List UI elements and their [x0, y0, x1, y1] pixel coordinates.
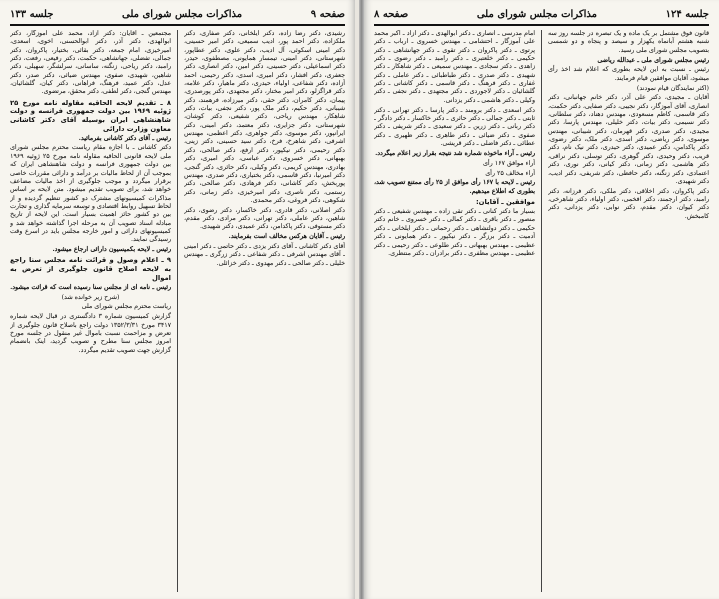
speaker-line: رئیس ـ لایحه با ۱۶۷ رأی موافق از ۲۵ رأی ممتنع تصویب شد، بطوری که اطلاع میدهیم. [374, 179, 535, 195]
left-page-header [10, 8, 345, 26]
left-page-session: جلسه ۱۳۳ [10, 9, 54, 20]
body-paragraph: آقای دکتر کاشانی ـ آقای دکتر یزدی ـ دکتر حاتمی ـ دکتر امینی ـ آقای مهندس اشرفی ـ دکتر شفاعی ـ دکتر زرگری ـ مهندس خلیلی ـ دکتر صالحی ـ دکتر مهدوی ـ دکتر خزائلی. [184, 243, 345, 267]
right-page-left-column [374, 30, 535, 592]
speaker-line: رئیس مجلس شورای ملی ـ عبدالله ریاضی [597, 56, 709, 64]
speaker-line: رئیس ـ آقایان هرکس مخالف است بفرمایند. [228, 233, 345, 241]
body-paragraph: دکتر اصلانی، دکتر قادری، دکتر خاکسار، دکتر رضوی، دکتر شاهین، دکتر عاملی، دکتر تهرانی، دکتر مرادی، دکتر مقدم، دکتر مستوفی، دکتر پاکدامن، دکتر عمیدی، دکتر شهیدی. [184, 206, 345, 231]
body-paragraph: گزارش کمیسیون شماره ۳ دادگستری در قبال لایحه شماره ۳۴۱۷ مورخ ۱۳۵۲/۳/۳۱ دولت راجع باصلاح قانون جلوگیری از تعرض و مزاحمت نسبت باموال غیر منقول در جلسه مورخ امروز مجلس سنا مطرح و تصویب گردید، اینک بانضمام گزارش جهت تصویب تقدیم میگردد. [10, 313, 171, 354]
body-paragraph: دکتر کاشانی ـ با اجازه مقام ریاست محترم مجلس شورای ملی لایحه قانونی الحاقیه مقاوله نامه مورخ ۲۵ ژوئیه ۱۹۶۹ بین دولت جمهوری فرانسه و دولت شاهنشاهی ایران که بموجب آن از لحاظ مالیات بر درآمد و دارائی مقررات خاصی برقرار میگردد و موجب جلوگیری از اخذ مالیات مضاعف خواهد شد، برای تصویب تقدیم میشود. متن لایحه بر اساس مذاکرات کمیسیونهای مشترک دو کشور تنظیم گردیده و از لحاظ تسهیل روابط اقتصادی و توسعه سرمایه گذاری و تجارت بین دو کشور حائز اهمیت بسیار است. این لایحه از تاریخ مبادله اسناد تصویب آن به مرحله اجرا گذاشته خواهد شد و کمیسیونهای دارائی و امور خارجه مجلس باید در اسرع وقت رسیدگی نمایند. [10, 144, 171, 244]
right-page-session: جلسه ۱۲۴ [665, 9, 709, 20]
body-paragraph: رئیس ـ نسبت به این لایحه بطوری که اعلام شد اخذ رأی میشود، آقایان موافقین قیام فرمایند. [548, 66, 709, 82]
left-page [0, 0, 355, 599]
speaker-line: رئیس ـ نامه ای از مجلس سنا رسیده است که قرائت میشود. [10, 283, 171, 291]
left-page-title: مذاکرات مجلس شورای ملی [122, 9, 243, 20]
left-page-number: صفحه ۹ [310, 9, 345, 20]
speaker-line: رئیس ـ آقای دکتر کاشانی بفرمائید. [78, 134, 171, 142]
body-paragraph: مجتمعین ـ آقایان: دکتر آزاد، محمد علی آموزگار، دکتر ابوالهدی، دکتر آذر، دکتر ابوالحسنی، اخوی، اسعدی، امیرخیزی، امام جمعه، دکتر بقائی، بختیار، پاکروان، دکتر جمالی، تفضلی، جهانشاهی، حکمت، دکتر رفیعی، رفعت، دکتر رامبد، دکتر ریاحی، زنگنه، ساسانی، سرلشگر، سهیلی، دکتر شاهین، شهیدی، صفوی، مهندس ضیائی، دکتر صدر، دکتر عدل، دکتر عمید، فرهنگ، فراهانی، دکتر کیان، گلشائیان، مهندس گنجی، دکتر لطفی، دکتر محقق، مرتضوی. [10, 30, 171, 96]
body-paragraph: آراء موافق ۱۶۷ رأی [482, 159, 535, 167]
body-paragraph: قانون فوق مشتمل بر یک ماده و یک تبصره در جلسه روز سه شنبه هشتم آبانماه یکهزار و سیصد و پنجاه و دو شمسی بتصویب مجلس شورای ملی رسید. [548, 30, 709, 54]
right-page-number: صفحه ۸ [374, 9, 409, 20]
body-paragraph: آراء مخالف ۲۵ رأی [485, 169, 535, 177]
right-page-columns [374, 30, 709, 592]
section-heading: ۸ ـ تقدیم لایحه الحاقیه مقاوله نامه مورخ ۲۵ ژوئیه ۱۹۶۹ بین دولت جمهوری فرانسه و دولت شاهنشاهی ایران بوسیله آقای دکتر کاشانی معاون وزارت دارائی [10, 98, 171, 133]
body-paragraph: آقایان ـ مجیدی، دکتر علی آذر، دکتر خانم جهانبانی، دکتر انصاری، آقای آموزگار، دکتر نجیبی، دکتر صفایی، دکتر حکمت، دکتر قاسمی، کاظم مسعودی، مهندس دهناد، دکتر سلطانی، دکتر نسیمی، دکتر بیات، دکتر خلیلی، مهندس پارسا، دکتر مجیدی، دکتر صدری، دکتر قهرمان، دکتر شیبانی، مهندس موسوی، دکتر ریاضی، دکتر اسدی، دکتر ملک، دکتر رضوی، دکتر پاکدامن، دکتر عمیدی، دکتر حیدری، دکتر نیک نام، دکتر قریب، دکتر وحیدی، دکتر گوهری، دکتر توسلی، دکتر نراقی، دکتر هاشمی، دکتر زمانی، دکتر کیانی، دکتر نوری، دکتر اعتمادی، دکتر زنگنه، دکتر حافظی، دکتر شریفی، دکتر ادیب، دکتر شهیدی. [548, 94, 709, 185]
section-heading: موافقین ـ آقایان: [475, 198, 535, 207]
left-page-left-column [10, 30, 171, 592]
body-paragraph: دکتر پاکروان، دکتر اخلاقی، دکتر ملکی، دکتر فرزانه، دکتر رامبد، دکتر ارجمند، دکتر افخمی، دکتر اولیاء، دکتر شاهرخی، دکتر کیوان، دکتر مقدم، دکتر نوابی، دکتر یزدانی، دکتر کامبخش. [548, 187, 709, 220]
body-paragraph: امام مدرسی ـ انصاری ـ دکتر ابوالهدی ـ دکتر آزاد ـ اکبر محمد علی آموزگار ـ احتشامی ـ مهندس خسروی ـ ارباب ـ دکتر پرتوی ـ دکتر پاکروان ـ دکتر تقوی ـ دکتر جهانشاهی ـ دکتر حکیمی ـ دکتر خلعتبری ـ دکتر رامبد ـ دکتر رضوی ـ دکتر زاهدی ـ دکتر سجادی ـ مهندس سمیعی ـ دکتر شاهکار ـ دکتر شهیدی ـ دکتر صدری ـ دکتر طباطبائی ـ دکتر عاملی ـ دکتر غفاری ـ دکتر فرهنگ ـ دکتر قاسمی ـ دکتر کاشانی ـ دکتر گلشائیان ـ دکتر لاجوردی ـ دکتر مجتهدی ـ دکتر نجفی ـ دکتر وکیلی ـ دکتر هاشمی ـ دکتر یزدانی. [374, 30, 535, 104]
body-paragraph: (اکثر نمایندگان قیام نمودند) [636, 84, 709, 92]
speaker-line: رئیس ـ لایحه بکمیسیون دارائی ارجاع میشود. [52, 246, 171, 254]
speaker-line: رئیس ـ آراء ماخوذه شماره شد نتیجه بقرار زیر اعلام میگردد. [375, 149, 535, 157]
body-paragraph: رشیدی، دکتر رضا زاده، دکتر ایلخانی، دکتر صفاری، دکتر ملکزاده، دکتر احمد پور، ادیب سمیعی، دکتر امیر حسینی، دکتر امینی اسکوئی، آل ادیب، دکتر علوی، دکتر عطاپور، شهرستانی، دکتر امینی، تیمسار همایونی، مصطفوی، حیدر، دکتر اسماعیلی، دکتر حسینی، دکتر امین، دکتر انصاری، دکتر جعفری، دکتر افشار، دکتر امیری، اسدی، دکتر رحیمی، احمد آزاده، دکتر شفاعی، اولیاء، حیدری، دکتر ماهیار، دکتر علامه، دکتر قراگزلو، دکتر امیر مختار، دکتر مجتهدی، دکتر پورصدری، پیمان، دکتر کامران، دکتر حقی، دکتر میرزاده، فرهمند، دکتر شیبانی، دکتر حکیم، دکتر ملک پور، دکتر نجفی، بیات، دکتر شاهکار، مهندس ریاحی، دکتر شفیعی، دکتر کوشان، شهرستانی، دکتر جزایری، دکتر معتمد، دکتر امینی، دکتر ایرانپور، دکتر موسوی، دکتر جواهری، دکتر اعظمی، مهندس اشرفی، دکتر شاهرخ، فرخ، دکتر سید حسینی، دکتر زینی، دکتر رحیمی، دکتر نیکپور، دکتر ارفع، دکتر صالحی، دکتر بهبهانی، دکتر خسروی، دکتر عباسی، دکتر امیری، دکتر بهادری، مهندس کریمی، دکتر وکیلی، دکتر حائری، دکتر گنجی، دکتر امیرنیا، دکتر قاسمی، دکتر بختیاری، دکتر صدری، مهندس پوربخش، دکتر کاشانی، دکتر فرهادی، دکتر صالحی، دکتر رستمی، دکتر ناصری، دکتر امیرخیزی، دکتر زمانی، دکتر شکوهی، دکتر فروغی، دکتر محمدی. [184, 30, 345, 204]
column-divider [541, 30, 542, 592]
body-paragraph: بسیار ما دکتر کنانی ـ دکتر تقی زاده ـ مهندس شفیعی ـ دکتر منصور ـ دکتر باقری ـ دکتر کمالی ـ دکتر خسروی ـ خانم دکتر حکیمی ـ دکتر دولتشاهی ـ دکتر رحمانی ـ دکتر ایلخانی ـ دکتر آدمیت ـ دکتر برزگر ـ دکتر نیکپور ـ دکتر همایونی ـ دکتر عظیمی ـ مهندس بهبهانی ـ دکتر طلوعی ـ دکتر رحیمی ـ دکتر عظیمی ـ مهندس مظفری ـ دکتر برادران ـ دکتر منتظری. [374, 208, 535, 257]
stage-note: (شرح زیر خوانده شد) [61, 293, 120, 301]
left-page-columns [10, 30, 345, 592]
section-heading: ۹ ـ اعلام وصول و قرائت نامه مجلس سنا راجع به لایحه اصلاح قانون جلوگیری از تعرض به اموال [10, 256, 171, 282]
right-page [364, 0, 719, 599]
column-divider [177, 30, 178, 592]
right-page-header [374, 8, 709, 26]
body-paragraph: دکتر اسعدی ـ دکتر برومند ـ دکتر پارسا ـ دکتر تهرانی ـ دکتر ثابتی ـ دکتر جمالی ـ دکتر حائری ـ دکتر خاکسار ـ دکتر دادگر ـ دکتر ربانی ـ دکتر زرین ـ دکتر سعیدی ـ دکتر شریفی ـ دکتر صفوی ـ دکتر ضیائی ـ دکتر طاهری ـ دکتر ظهیری ـ دکتر عطائی ـ دکتر فاضلی ـ دکتر قریشی. [374, 106, 535, 147]
right-page-right-column [548, 30, 709, 592]
left-page-right-column [184, 30, 345, 592]
right-page-title: مذاکرات مجلس شورای ملی [476, 9, 597, 20]
body-paragraph: ریاست محترم مجلس شورای ملی [81, 303, 171, 311]
